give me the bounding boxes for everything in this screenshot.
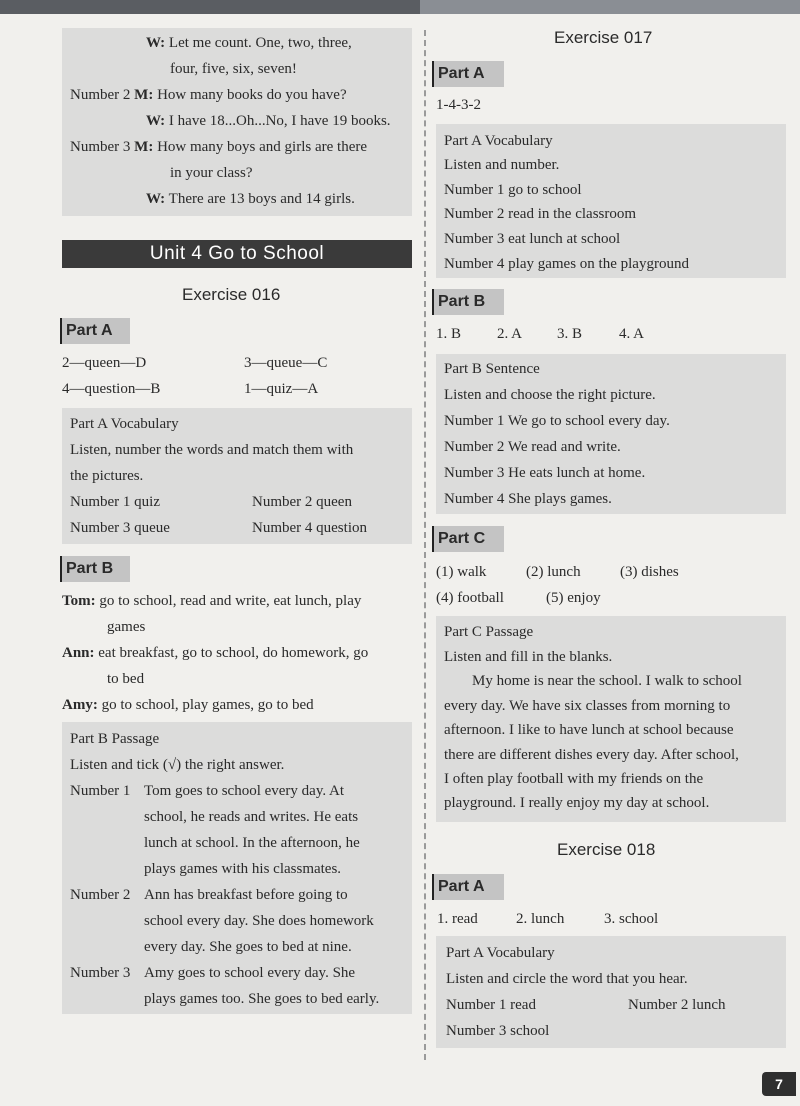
answer: (1) walk — [436, 564, 487, 580]
part-a-label: Part A — [432, 61, 504, 87]
dialogue-line — [70, 82, 347, 108]
script-item: Number 1 quiz — [70, 494, 160, 510]
speaker: M: — [134, 139, 154, 155]
script-heading: Part B Sentence — [444, 361, 540, 377]
speaker: W: — [146, 191, 166, 207]
answer-name: Ann: — [62, 645, 95, 661]
script-number: Number 1 — [70, 783, 131, 799]
script-item: Number 3 queue — [70, 520, 170, 536]
answer: 2. A — [497, 326, 523, 342]
script-line: Tom goes to school every day. At — [144, 783, 345, 799]
answer: 1. read — [437, 911, 478, 927]
script-item: Number 4 question — [252, 520, 367, 536]
script-line: Listen and choose the right picture. — [444, 387, 656, 403]
answer: 4—question—B — [62, 381, 161, 397]
dialogue-text: There are 13 boys and 14 girls. — [168, 191, 355, 207]
passage-line: afternoon. I like to have lunch at school because — [444, 722, 734, 738]
answer: 3—queue—C — [244, 355, 328, 371]
script-line: every day. She goes to bed at nine. — [144, 939, 352, 955]
dialogue-line: in your class? — [170, 165, 253, 181]
dialogue-line — [70, 134, 367, 160]
script-line: Listen, number the words and match them with — [70, 442, 354, 458]
script-item: Number 3 school — [446, 1023, 550, 1039]
answer: 1—quiz—A — [244, 381, 319, 397]
script-line: Listen and number. — [444, 157, 560, 173]
script-heading: Part C Passage — [444, 624, 534, 640]
answer: (3) dishes — [620, 564, 679, 580]
dialogue-text: I have 18...Oh...No, I have 19 books. — [168, 113, 391, 129]
dialogue-line — [146, 186, 355, 212]
answer-text: go to school, read and write, eat lunch, play — [99, 593, 362, 609]
answer-line — [62, 640, 368, 666]
answer: (4) football — [436, 590, 504, 606]
script-item: Number 4 play games on the playground — [444, 256, 689, 272]
script-item: Number 2 lunch — [628, 997, 726, 1013]
part-b-label: Part B — [432, 289, 504, 315]
column-divider — [424, 30, 426, 1060]
dialogue-number: Number 3 — [70, 139, 131, 155]
script-item: Number 2 We read and write. — [444, 439, 621, 455]
answer: (2) lunch — [526, 564, 581, 580]
script-line: plays games with his classmates. — [144, 861, 342, 877]
script-item: Number 1 read — [446, 997, 536, 1013]
dialogue-text: Let me count. One, two, three, — [168, 35, 352, 51]
script-line: school, he reads and writes. He eats — [144, 809, 359, 825]
unit-title: Unit 4 Go to School — [62, 240, 412, 268]
answer-name: Tom: — [62, 593, 96, 609]
script-item: Number 2 read in the classroom — [444, 206, 637, 222]
script-line: school every day. She does homework — [144, 913, 374, 929]
exercise-title: Exercise 018 — [557, 840, 656, 859]
script-item: Number 3 He eats lunch at home. — [444, 465, 646, 481]
script-item: Number 1 We go to school every day. — [444, 413, 670, 429]
script-line: Listen and tick (√) the right answer. — [70, 757, 285, 773]
answer-text: go to school, play games, go to bed — [101, 697, 314, 713]
answer: 2. lunch — [516, 911, 565, 927]
script-number: Number 2 — [70, 887, 131, 903]
exercise-title: Exercise 016 — [182, 285, 281, 304]
script-heading: Part A Vocabulary — [70, 416, 179, 432]
answer: (5) enjoy — [546, 590, 601, 606]
passage-line: I often play football with my friends on the — [444, 771, 704, 787]
script-line: Ann has breakfast before going to — [144, 887, 348, 903]
script-item: Number 2 queen — [252, 494, 352, 510]
dialogue-text: How many boys and girls are there — [157, 139, 368, 155]
speaker: W: — [146, 35, 166, 51]
passage-line: playground. I really enjoy my day at school. — [444, 795, 710, 811]
speaker: W: — [146, 113, 166, 129]
script-heading: Part B Passage — [70, 731, 160, 747]
dialogue-line — [146, 108, 391, 134]
script-number: Number 3 — [70, 965, 131, 981]
passage-line: there are different dishes every day. After school, — [444, 747, 739, 763]
answer: 1-4-3-2 — [436, 97, 481, 113]
script-item: Number 3 eat lunch at school — [444, 231, 621, 247]
answer-line: to bed — [107, 671, 145, 687]
script-line: the pictures. — [70, 468, 144, 484]
dialogue-number: Number 2 — [70, 87, 131, 103]
script-line: lunch at school. In the afternoon, he — [144, 835, 360, 851]
script-line: Listen and fill in the blanks. — [444, 649, 613, 665]
answer: 2—queen—D — [62, 355, 147, 371]
dialogue-line: four, five, six, seven! — [170, 61, 297, 77]
script-line: plays games too. She goes to bed early. — [144, 991, 380, 1007]
answer: 3. B — [557, 326, 583, 342]
answer: 4. A — [619, 326, 645, 342]
answer-text: eat breakfast, go to school, do homework, go — [98, 645, 369, 661]
dialogue-text: How many books do you have? — [157, 87, 347, 103]
passage-line: every day. We have six classes from morning to — [444, 698, 731, 714]
speaker: M: — [134, 87, 154, 103]
dialogue-line — [146, 30, 352, 56]
answer-line — [62, 692, 314, 718]
answer-line — [62, 588, 361, 614]
part-c-label: Part C — [432, 526, 504, 552]
script-heading: Part A Vocabulary — [446, 945, 555, 961]
passage-line: My home is near the school. I walk to school — [472, 673, 742, 689]
answer: 1. B — [436, 326, 462, 342]
exercise-title: Exercise 017 — [554, 28, 653, 47]
script-item: Number 1 go to school — [444, 182, 582, 198]
script-line: Amy goes to school every day. She — [144, 965, 356, 981]
part-b-label: Part B — [60, 556, 130, 582]
answer: 3. school — [604, 911, 659, 927]
script-line: Listen and circle the word that you hear. — [446, 971, 688, 987]
part-a-label: Part A — [60, 318, 130, 344]
answer-name: Amy: — [62, 697, 98, 713]
script-item: Number 4 She plays games. — [444, 491, 612, 507]
answer-line: games — [107, 619, 146, 635]
part-a-label: Part A — [432, 874, 504, 900]
page-number: 7 — [762, 1072, 796, 1096]
script-heading: Part A Vocabulary — [444, 133, 553, 149]
